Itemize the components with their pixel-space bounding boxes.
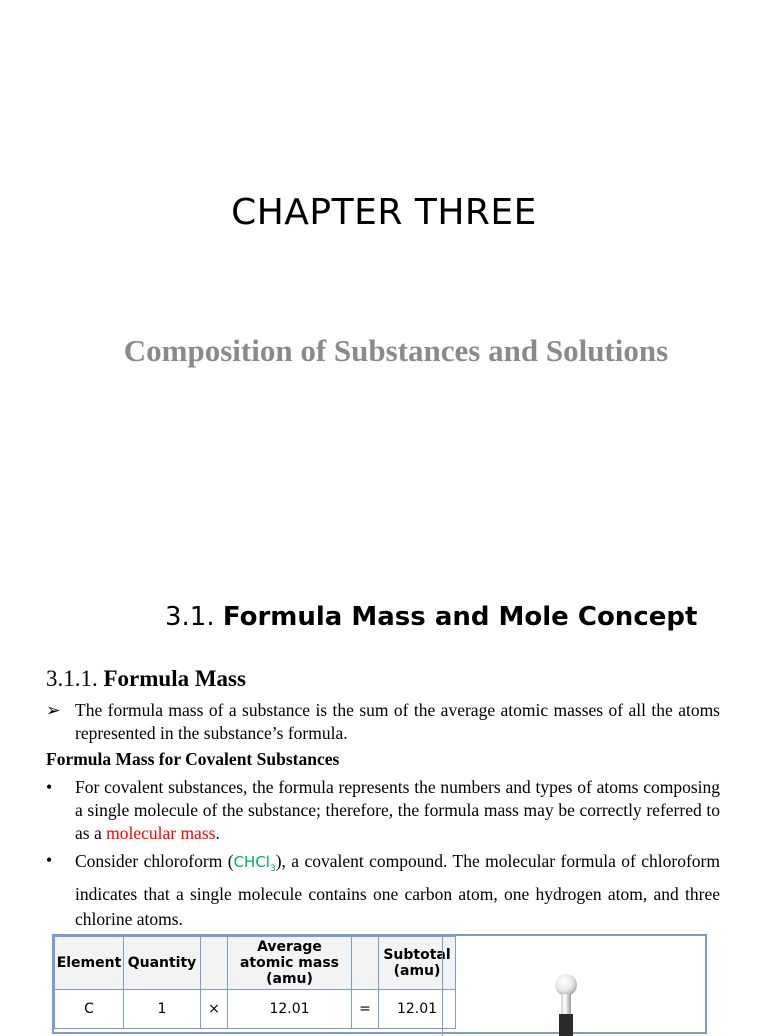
chapter-subtitle: Composition of Substances and Solutions [123, 333, 669, 368]
molecule-illustration [442, 936, 708, 1036]
table-header-cell [201, 937, 228, 990]
table-header-cell: Subtotal (amu) [379, 937, 456, 990]
table-cell: 12.01 [228, 990, 352, 1029]
bullet-covalent-substances [46, 776, 720, 845]
table-cell: = [352, 990, 379, 1029]
table-cell: × [201, 990, 228, 1029]
subsection-title: Formula Mass [103, 666, 246, 691]
table-cell: 12.01 [379, 990, 456, 1029]
paragraph-text: Consider chloroform (CHCl$_3$), a covalent compound. The molecular formula of chloroform indicates that a single molecule contains one carbon atom, one hydrogen atom, and three chlorine atoms. [75, 851, 720, 929]
table-header-cell: Element [55, 937, 124, 990]
table-header-cell: Quantity [124, 937, 201, 990]
table-cell: C [55, 990, 124, 1029]
table-cell: 1 [124, 990, 201, 1029]
table-header-cell: Average atomic mass (amu) [228, 937, 352, 990]
bullet-chloroform [46, 849, 720, 932]
section-title: Formula Mass and Mole Concept [222, 602, 698, 632]
section-number: 3.1. [165, 602, 215, 632]
table-header-row [55, 937, 456, 990]
bullet-dot-icon: • [46, 850, 53, 870]
chapter-title: CHAPTER THREE [231, 192, 537, 233]
table-row [55, 990, 456, 1029]
covalent-heading: Formula Mass for Covalent Substances [46, 749, 340, 769]
carbon-atom-stub [559, 1014, 573, 1036]
bullet-formula-mass-definition [46, 699, 720, 745]
table-header-cell [352, 937, 379, 990]
hydrogen-atom-ball [555, 974, 577, 996]
bullet-dot-icon: • [46, 777, 53, 797]
subsection-number: 3.1.1. [46, 666, 98, 691]
paragraph-text: The formula mass of a substance is the sum of the average atomic masses of all the atoms represented in the substance’s formula. [75, 700, 720, 743]
paragraph-text: For covalent substances, the formula represents the numbers and types of atoms composing a single molecule of the substance; therefore, the formula mass may be correctly referred to as a molecular mass. [75, 777, 720, 843]
formula-mass-table [52, 934, 707, 1034]
subsection-heading [46, 666, 246, 692]
chloroform-formula: CHCl$_3$ [233, 853, 276, 874]
section-heading [165, 602, 697, 632]
arrow-bullet-icon: ➢ [46, 700, 61, 720]
molecular-mass-term: molecular mass [106, 823, 216, 843]
